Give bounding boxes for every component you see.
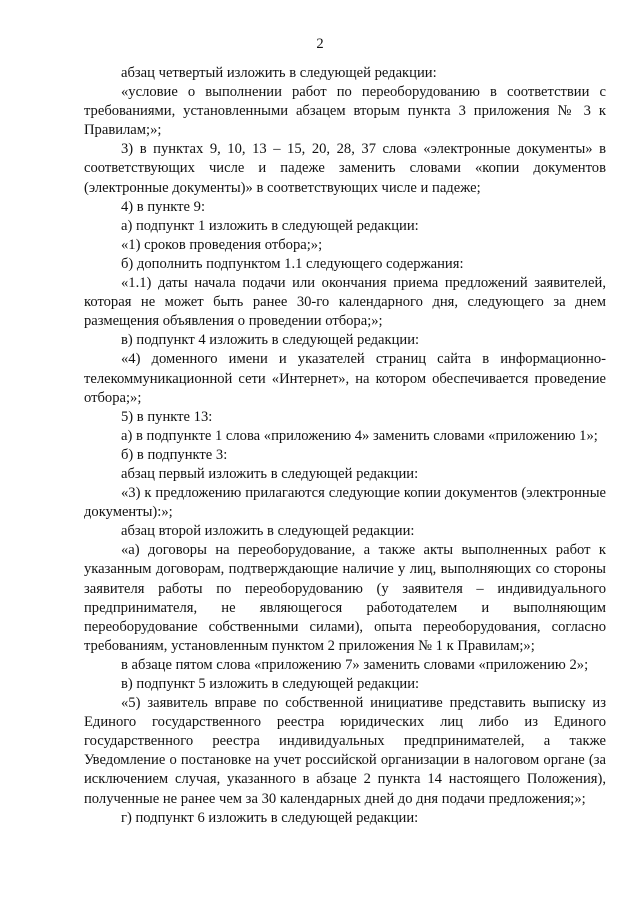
paragraph: а) в подпункте 1 слова «приложению 4» заменить словами «приложению 1»; <box>121 427 598 444</box>
paragraph: «1) сроков проведения отбора;»; <box>121 236 323 253</box>
paragraph: а) подпункт 1 изложить в следующей редакции: <box>121 217 419 234</box>
paragraph: 5) в пункте 13: <box>121 408 213 425</box>
paragraph: «а) договоры на переоборудование, а также акты выполненных работ к указанным договорам, подтверждающие наличие у лиц, выполняющих со стороны заявителя работы по переоборудованию (у заявителя – индивидуального предпринимателя, не являющегося работодателем и выполняющим переоборудование собственными силами), опыта переоборудования, согласно требованиям, установленным пунктом 2 приложения № 1 к Правилам;»; <box>84 542 606 654</box>
paragraph: в) подпункт 5 изложить в следующей редакции: <box>121 676 420 692</box>
paragraph: абзац первый изложить в следующей редакции: <box>121 465 419 482</box>
paragraph: б) в подпункте 3: <box>121 446 228 463</box>
paragraph: «1.1) даты начала подачи или окончания приема предложений заявителей, которая не может быть ранее 30-го календарного дня, следующего за днем размещения объявления о проведении отбора;»; <box>84 275 606 330</box>
paragraph: б) дополнить подпунктом 1.1 следующего содержания: <box>121 255 464 272</box>
paragraph: «условие о выполнении работ по переоборудованию в соответствии с требованиями, установленными абзацем вторым пункта 3 приложения № 3 к Правилам;»; <box>84 84 606 139</box>
paragraph: г) подпункт 6 изложить в следующей редакции: <box>121 809 419 826</box>
paragraph: «4) доменного имени и указателей страниц сайта в информационно-телекоммуникационной сети «Интернет», на котором обеспечивается проведение отбора;»; <box>84 351 606 406</box>
paragraph: абзац второй изложить в следующей редакции: <box>121 523 415 540</box>
paragraph: абзац четвертый изложить в следующей редакции: <box>121 65 437 81</box>
paragraph: в абзаце пятом слова «приложению 7» заменить словами «приложению 2»; <box>121 656 589 673</box>
page-number: 2 <box>316 36 324 52</box>
paragraph: «5) заявитель вправе по собственной инициативе представить выписку из Единого государственного реестра юридических лиц либо из Единого государственного реестра индивидуальных предпринимателей, а также Уведомление о постановке на учет российской организации в налоговом органе (за исключением случая, указанного в абзаце 2 пункта 14 настоящего Положения), полученные не ранее чем за 30 календарных дней до дня подачи предложения;»; <box>84 695 606 807</box>
paragraph: в) подпункт 4 изложить в следующей редакции: <box>121 332 420 349</box>
paragraph: 3) в пунктах 9, 10, 13 – 15, 20, 28, 37 слова «электронные документы» в соответствующих числе и падеже заменить словами «копии документов (электронные документы)» в соответствующих числе и падеже; <box>84 141 606 196</box>
document-body <box>84 64 606 828</box>
paragraph: 4) в пункте 9: <box>121 198 206 215</box>
paragraph: «3) к предложению прилагаются следующие копии документов (электронные документы):»; <box>84 485 606 521</box>
